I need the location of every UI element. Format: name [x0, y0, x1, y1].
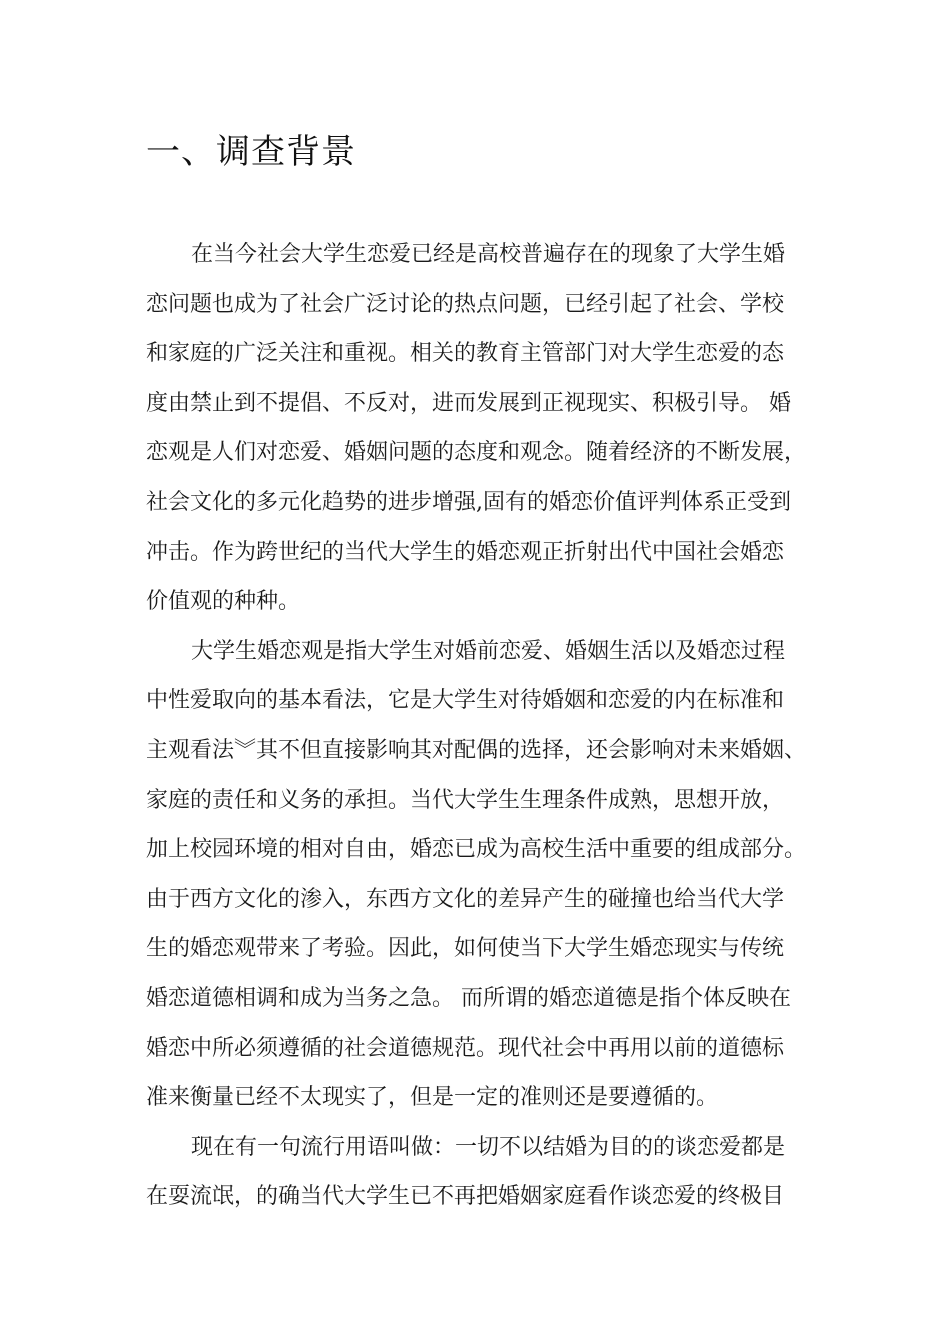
- text-line: 冲击。作为跨世纪的当代大学生的婚恋观正折射出代中国社会婚恋: [146, 539, 785, 565]
- text-line: 准来衡量已经不太现实了，但是一定的准则还是要遵循的。: [146, 1085, 719, 1111]
- text-line: 婚恋中所必须遵循的社会道德规范。现代社会中再用以前的道德标: [146, 1035, 785, 1061]
- text-line: 生的婚恋观带来了考验。因此，如何使当下大学生婚恋现实与传统: [146, 936, 785, 962]
- text-line: 和家庭的广泛关注和重视。相关的教育主管部门对大学生恋爱的态: [146, 341, 785, 367]
- text-line: 婚恋道德相调和成为当务之急。 而所谓的婚恋道德是指个体反映在: [146, 985, 791, 1011]
- text-line: 由于西方文化的渗入，东西方文化的差异产生的碰撞也给当代大学: [146, 886, 785, 912]
- text-line: 价值观的种种。: [146, 589, 301, 615]
- text-line: 大学生婚恋观是指大学生对婚前恋爱、婚姻生活以及婚恋过程: [191, 638, 786, 664]
- text-line: 恋观是人们对恋爱、婚姻问题的态度和观念。随着经济的不断发展，: [146, 440, 807, 466]
- text-line: 度由禁止到不提倡、不反对，进而发展到正视现实、积极引导。 婚: [146, 390, 791, 416]
- text-line: 家庭的责任和义务的承担。当代大学生生理条件成熟，思想开放，: [146, 787, 785, 813]
- text-line: 主观看法︾其不但直接影响其对配偶的选择，还会影响对未来婚姻、: [146, 737, 807, 763]
- text-line: 在耍流氓，的确当代大学生已不再把婚姻家庭看作谈恋爱的终极目: [146, 1184, 785, 1210]
- text-line: 加上校园环境的相对自由，婚恋已成为高校生活中重要的组成部分。: [146, 837, 807, 863]
- text-line: 恋问题也成为了社会广泛讨论的热点问题，已经引起了社会、学校: [146, 291, 785, 317]
- body-text: [146, 230, 811, 1222]
- text-line: 中性爱取向的基本看法，它是大学生对待婚姻和恋爱的内在标准和: [146, 688, 785, 714]
- text-line: 社会文化的多元化趋势的进步增强,固有的婚恋价值评判体系正受到: [146, 489, 791, 515]
- section-heading: 一、调查背景: [146, 132, 356, 172]
- text-line: 现在有一句流行用语叫做：一切不以结婚为目的的谈恋爱都是: [191, 1134, 786, 1160]
- text-line: 在当今社会大学生恋爱已经是高校普遍存在的现象了大学生婚: [191, 242, 786, 267]
